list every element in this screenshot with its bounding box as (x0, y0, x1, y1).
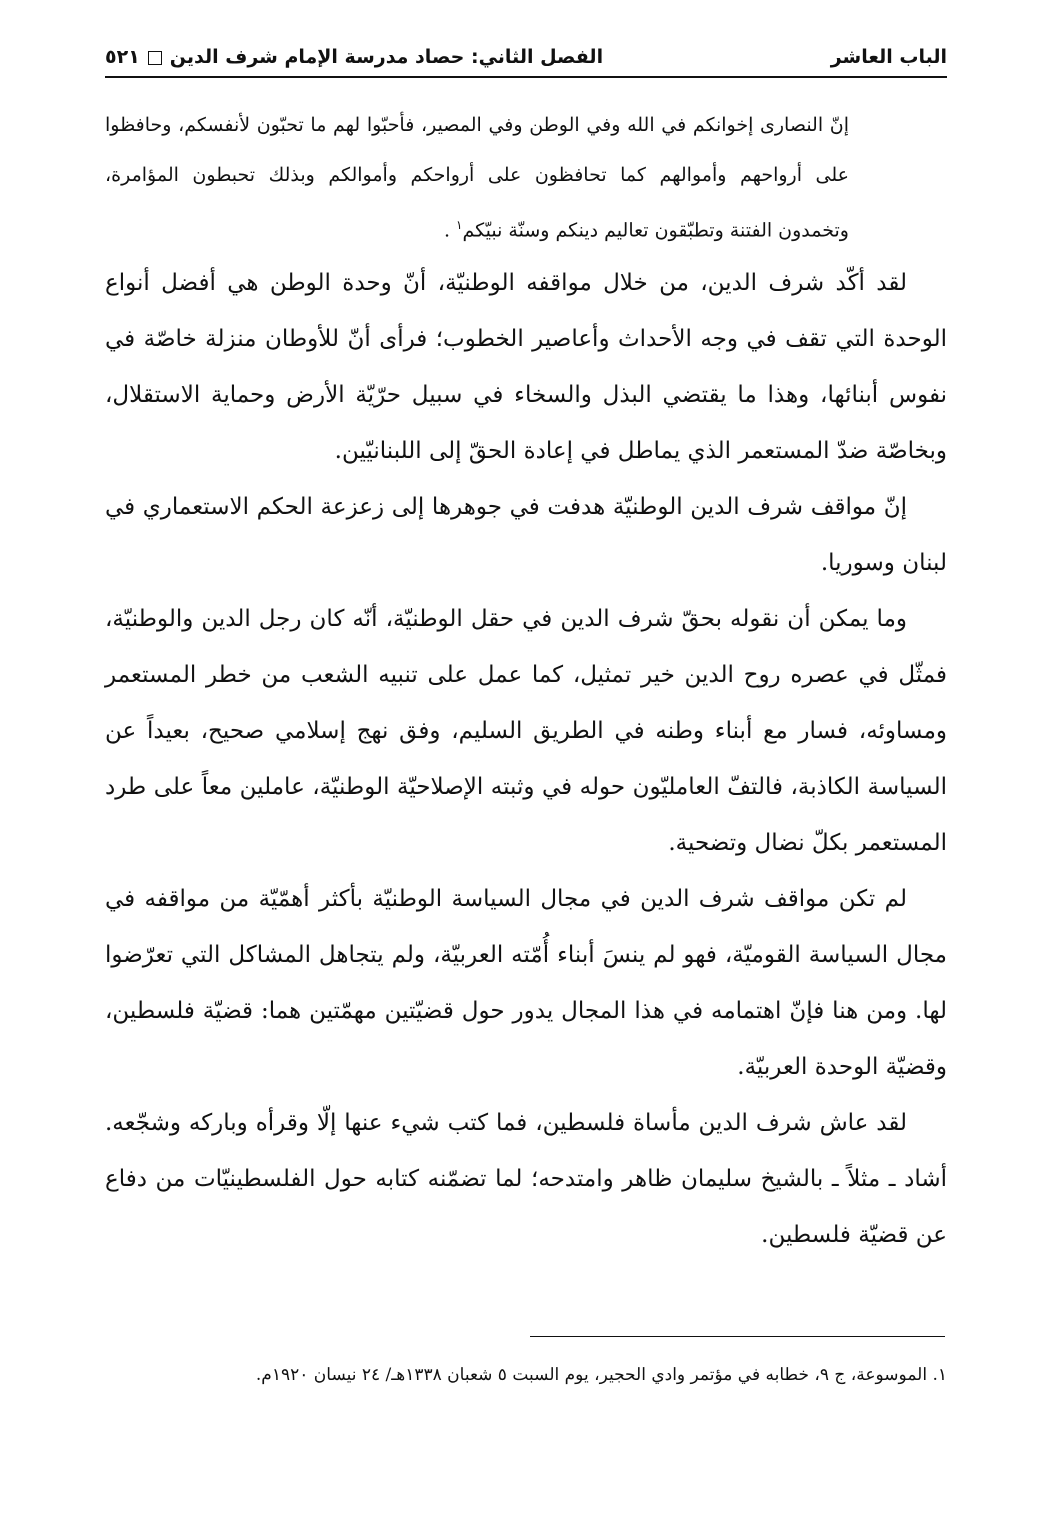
header-rule (105, 76, 947, 78)
chapter-title: الباب العاشر (830, 46, 947, 68)
footnote-rule (530, 1336, 945, 1337)
quote-end: . (443, 219, 457, 242)
paragraph: وما يمكن أن نقوله بحقّ شرف الدين في حقل الوطنيّة، أنّه كان رجل الدين والوطنيّة، فمثّل في عصره روح الدين خير تمثيل، كما عمل على تنبيه الشعب من خطر المستعمر ومساوئه، فسار مع أبناء وطنه في الطريق السليم، وفق نهج إسلامي صحيح، بعيداً عن السياسة الكاذبة، فالتفّ العامليّون حوله في وثبته الإصلاحيّة الوطنيّة، عاملين معاً على طرد المستعمر بكلّ نضال وتضحية. (105, 606, 947, 857)
footnote-marker: ١ (456, 218, 463, 232)
paragraph: لم تكن مواقف شرف الدين في مجال السياسة الوطنيّة بأكثر أهمّيّة من مواقفه في مجال السياسة القوميّة، فهو لم ينسَ أبناء أُمّته العربيّة، ولم يتجاهل المشاكل التي تعرّضوا لها. ومن هنا فإنّ اهتمامه في هذا المجال يدور حول قضيّتين مهمّتين هما: قضيّة فلسطين، وقضيّة الوحدة العربيّة. (105, 886, 947, 1081)
page-body (105, 100, 947, 1263)
quoted-speech (105, 100, 947, 255)
paragraph: إنّ مواقف شرف الدين الوطنيّة هدفت في جوهرها إلى زعزعة الحكم الاستعماري في لبنان وسوريا. (105, 494, 947, 577)
page-number: ٥٢١ (105, 46, 140, 68)
square-separator-icon (148, 51, 162, 65)
section-title: الفصل الثاني: حصاد مدرسة الإمام شرف الدين (169, 46, 604, 68)
section-title-group (105, 46, 603, 68)
quote-text: إنّ النصارى إخوانكم في الله وفي الوطن وفي المصير، فأحبّوا لهم ما تحبّون لأنفسكم، وحافظوا على أرواحهم وأموالهم كما تحافظون على أرواحكم وأموالكم وبذلك تحبطون المؤامرة، وتخمدون الفتنة وتطبّقون تعاليم دينكم وسنّة نبيّكم (105, 114, 849, 242)
paragraph: لقد أكّد شرف الدين، من خلال مواقفه الوطنيّة، أنّ وحدة الوطن هي أفضل أنواع الوحدة التي تقف في وجه الأحداث وأعاصير الخطوب؛ فرأى أنّ للأوطان منزلة خاصّة في نفوس أبنائها، وهذا ما يقتضي البذل والسخاء في سبيل حرّيّة الأرض وحماية الاستقلال، وبخاصّة ضدّ المستعمر الذي يماطل في إعادة الحقّ إلى اللبنانيّين. (105, 270, 947, 465)
footnote: ١. الموسوعة، ج ٩، خطابه في مؤتمر وادي الحجير، يوم السبت ٥ شعبان ١٣٣٨هـ/ ٢٤ نيسان ١٩٢٠م. (255, 1365, 947, 1385)
running-header (105, 40, 947, 78)
paragraph: لقد عاش شرف الدين مأساة فلسطين، فما كتب شيء عنها إلّا وقرأه وباركه وشجّعه. أشاد ـ مثلاً ـ بالشيخ سليمان ظاهر وامتدحه؛ لما تضمّنه كتابه حول الفلسطينيّات من دفاع عن قضيّة فلسطين. (105, 1110, 947, 1249)
